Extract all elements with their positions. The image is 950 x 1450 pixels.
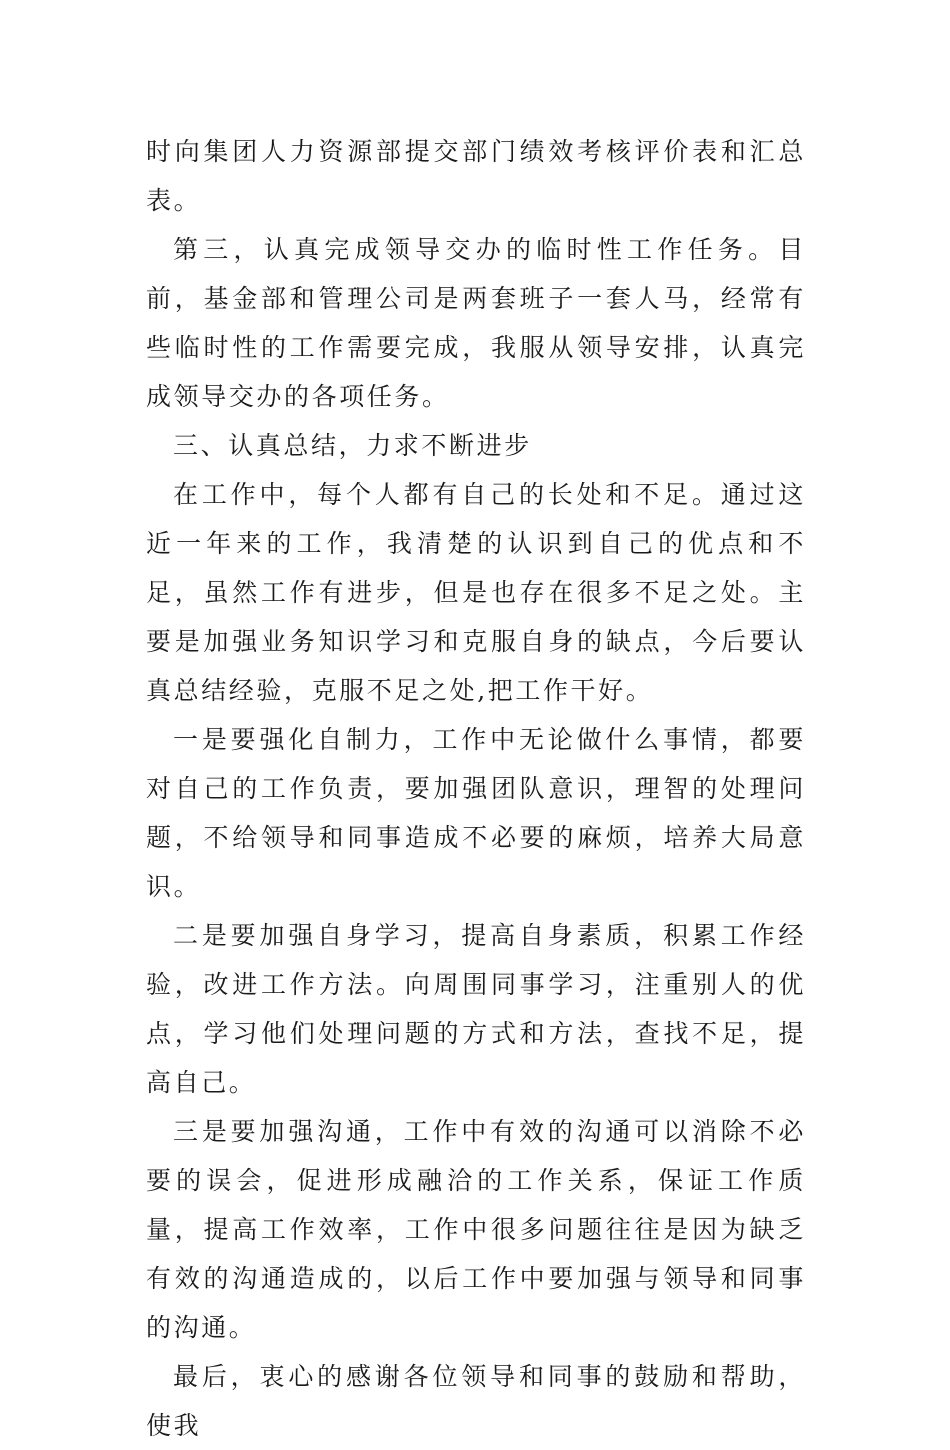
paragraph-self-discipline: 一是要强化自制力，工作中无论做什么事情，都要对自己的工作负责，要加强团队意识，理智的处理问题，不给领导和同事造成不必要的麻烦，培养大局意识。	[146, 725, 806, 901]
paragraph-self-learning: 二是要加强自身学习，提高自身素质，积累工作经验，改进工作方法。向周围同事学习，注重别人的优点，学习他们处理问题的方式和方法，查找不足，提高自己。	[146, 921, 806, 1097]
paragraph-strengths-weaknesses: 在工作中，每个人都有自己的长处和不足。通过这近一年来的工作，我清楚的认识到自己的优点和不足，虽然工作有进步，但是也存在很多不足之处。主要是加强业务知识学习和克服自身的缺点，今后要认真总结经验，克服不足之处,把工作干好。	[146, 480, 806, 705]
document-body	[146, 127, 806, 1450]
paragraph-communication: 三是要加强沟通，工作中有效的沟通可以消除不必要的误会，促进形成融洽的工作关系，保证工作质量，提高工作效率，工作中很多问题往往是因为缺乏有效的沟通造成的，以后工作中要加强与领导和同事的沟通。	[146, 1117, 806, 1342]
paragraph-third-task: 第三，认真完成领导交办的临时性工作任务。目前，基金部和管理公司是两套班子一套人马，经常有些临时性的工作需要完成，我服从领导安排，认真完成领导交办的各项任务。	[146, 235, 806, 411]
paragraph-continuation: 时向集团人力资源部提交部门绩效考核评价表和汇总表。	[146, 137, 806, 215]
paragraph-closing: 最后，衷心的感谢各位领导和同事的鼓励和帮助，使我	[146, 1362, 806, 1440]
section-heading-summary: 三、认真总结，力求不断进步	[173, 431, 532, 460]
